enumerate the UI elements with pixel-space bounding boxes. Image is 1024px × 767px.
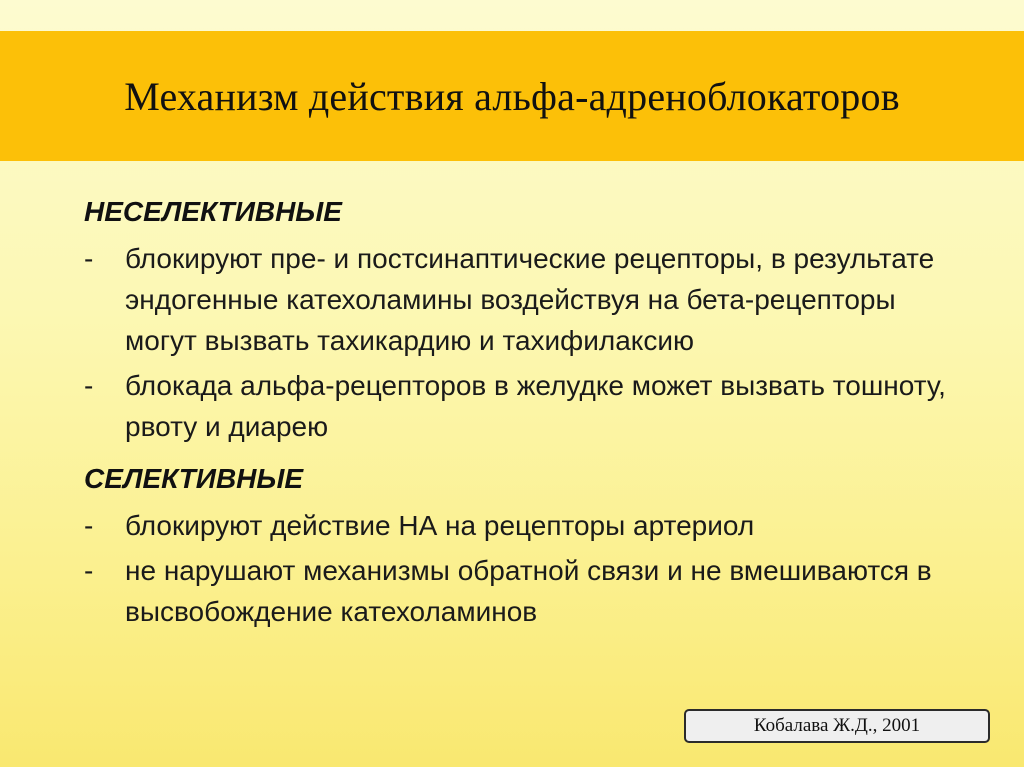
section-heading-selective: СЕЛЕКТИВНЫЕ — [84, 463, 304, 494]
section-heading-nonselective: НЕСЕЛЕКТИВНЫЕ — [84, 196, 342, 227]
list-item — [84, 550, 964, 632]
bullet-marker: - — [84, 510, 94, 541]
slide-title: Механизм действия альфа-адреноблокаторов — [124, 73, 900, 119]
bullet-text: блокада альфа-рецепторов в желудке может вызвать тошноту, рвоту и диарею — [125, 370, 946, 442]
bullet-text: блокируют действие НА на рецепторы артериол — [125, 510, 755, 541]
list-item — [84, 505, 964, 546]
bullet-marker: - — [84, 555, 94, 586]
section-nonselective — [84, 190, 964, 447]
bullet-marker: - — [84, 243, 94, 274]
slide-content — [84, 190, 964, 632]
bullet-marker: - — [84, 370, 94, 401]
bullet-text: не нарушают механизмы обратной связи и не вмешиваются в высвобождение катехоламинов — [125, 555, 932, 627]
list-item — [84, 238, 964, 361]
section-selective — [84, 457, 964, 632]
citation-box: Кобалава Ж.Д., 2001 — [684, 709, 990, 743]
bullet-list-nonselective — [84, 238, 964, 447]
bullet-text: блокируют пре- и постсинаптические рецепторы, в результате эндогенные катехоламины воздействуя на бета-рецепторы могут вызвать тахикардию и тахифилаксию — [125, 243, 935, 356]
bullet-list-selective — [84, 505, 964, 632]
list-item — [84, 365, 964, 447]
